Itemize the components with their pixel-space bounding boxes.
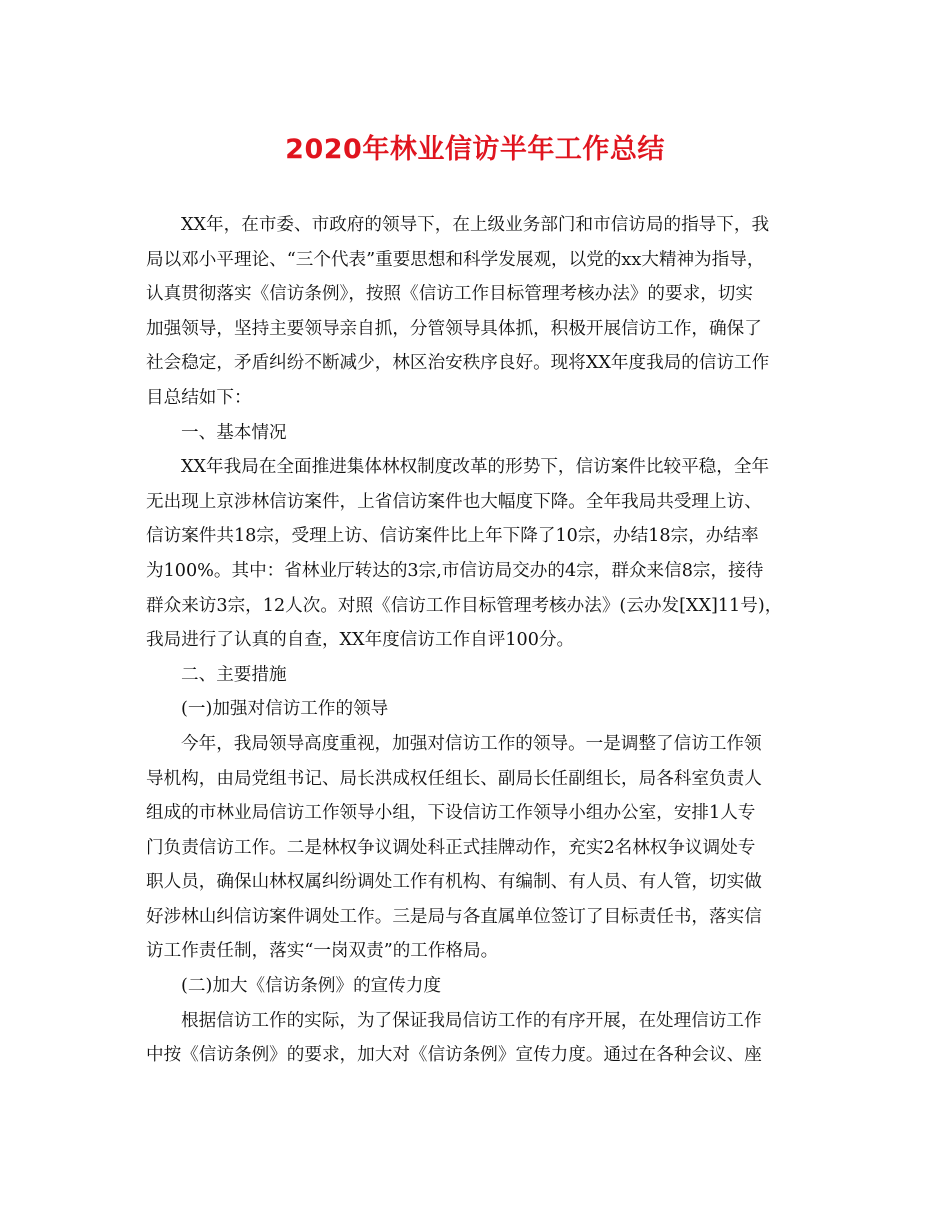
paragraph-line: 门负责信访工作。二是林权争议调处科正式挂牌动作，充实2名林权争议调处专 <box>146 837 756 858</box>
paragraph-line: 无出现上京涉林信访案件，上省信访案件也大幅度下降。全年我局共受理上访、 <box>146 491 762 512</box>
paragraph-line: 群众来访3宗，12人次。对照《信访工作目标管理考核办法》(云办发[XX]11号)， <box>146 595 783 616</box>
paragraph-line: 访工作责任制，落实“一岗双责”的工作格局。 <box>146 941 499 962</box>
paragraph-line: 加强领导，坚持主要领导亲自抓，分管领导具体抓，积极开展信访工作，确保了 <box>146 318 762 339</box>
paragraph-line: 认真贯彻落实《信访条例》，按照《信访工作目标管理考核办法》的要求，切实 <box>146 284 753 305</box>
paragraph-line: 局以邓小平理论、“三个代表”重要思想和科学发展观，以党的xx大精神为指导， <box>146 249 765 270</box>
paragraph-line: 中按《信访条例》的要求，加大对《信访条例》宣传力度。通过在各种会议、座 <box>146 1045 762 1066</box>
paragraph-line: 目总结如下： <box>146 387 252 408</box>
paragraph-line: 社会稳定，矛盾纠纷不断减少，林区治安秩序良好。现将XX年度我局的信访工作 <box>146 353 770 374</box>
document-body <box>146 208 806 1073</box>
section-heading: 二、主要措施 <box>181 664 287 685</box>
section-heading: 一、基本情况 <box>181 422 287 443</box>
subsection-heading: (二)加大《信访条例》的宣传力度 <box>181 976 442 997</box>
paragraph-line: 导机构，由局党组书记、局长洪成权任组长、副局长任副组长，局各科室负责人 <box>146 768 762 789</box>
document-title: 2020年林业信访半年工作总结 <box>285 134 665 165</box>
paragraph-line: 为100%。其中：省林业厅转达的3宗,市信访局交办的4宗，群众来信8宗，接待 <box>146 560 764 581</box>
paragraph-line: 信访案件共18宗，受理上访、信访案件比上年下降了10宗，办结18宗，办结率 <box>146 526 759 547</box>
paragraph-line: 职人员，确保山林权属纠纷调处工作有机构、有编制、有人员、有人管，切实做 <box>146 872 762 893</box>
paragraph-line: XX年，在市委、市政府的领导下，在上级业务部门和市信访局的指导下，我 <box>181 215 770 235</box>
paragraph-line: 我局进行了认真的自查，XX年度信访工作自评100分。 <box>146 630 575 651</box>
paragraph-line: 今年，我局领导高度重视，加强对信访工作的领导。一是调整了信访工作领 <box>181 733 762 754</box>
paragraph-line: 组成的市林业局信访工作领导小组，下设信访工作领导小组办公室，安排1人专 <box>146 803 756 824</box>
paragraph-line: 好涉林山纠信访案件调处工作。三是局与各直属单位签订了目标责任书，落实信 <box>146 906 762 927</box>
subsection-heading: (一)加强对信访工作的领导 <box>181 699 389 720</box>
paragraph-line: 根据信访工作的实际，为了保证我局信访工作的有序开展，在处理信访工作 <box>181 1010 762 1031</box>
paragraph-line: XX年我局在全面推进集体林权制度改革的形势下，信访案件比较平稳，全年 <box>181 457 770 478</box>
